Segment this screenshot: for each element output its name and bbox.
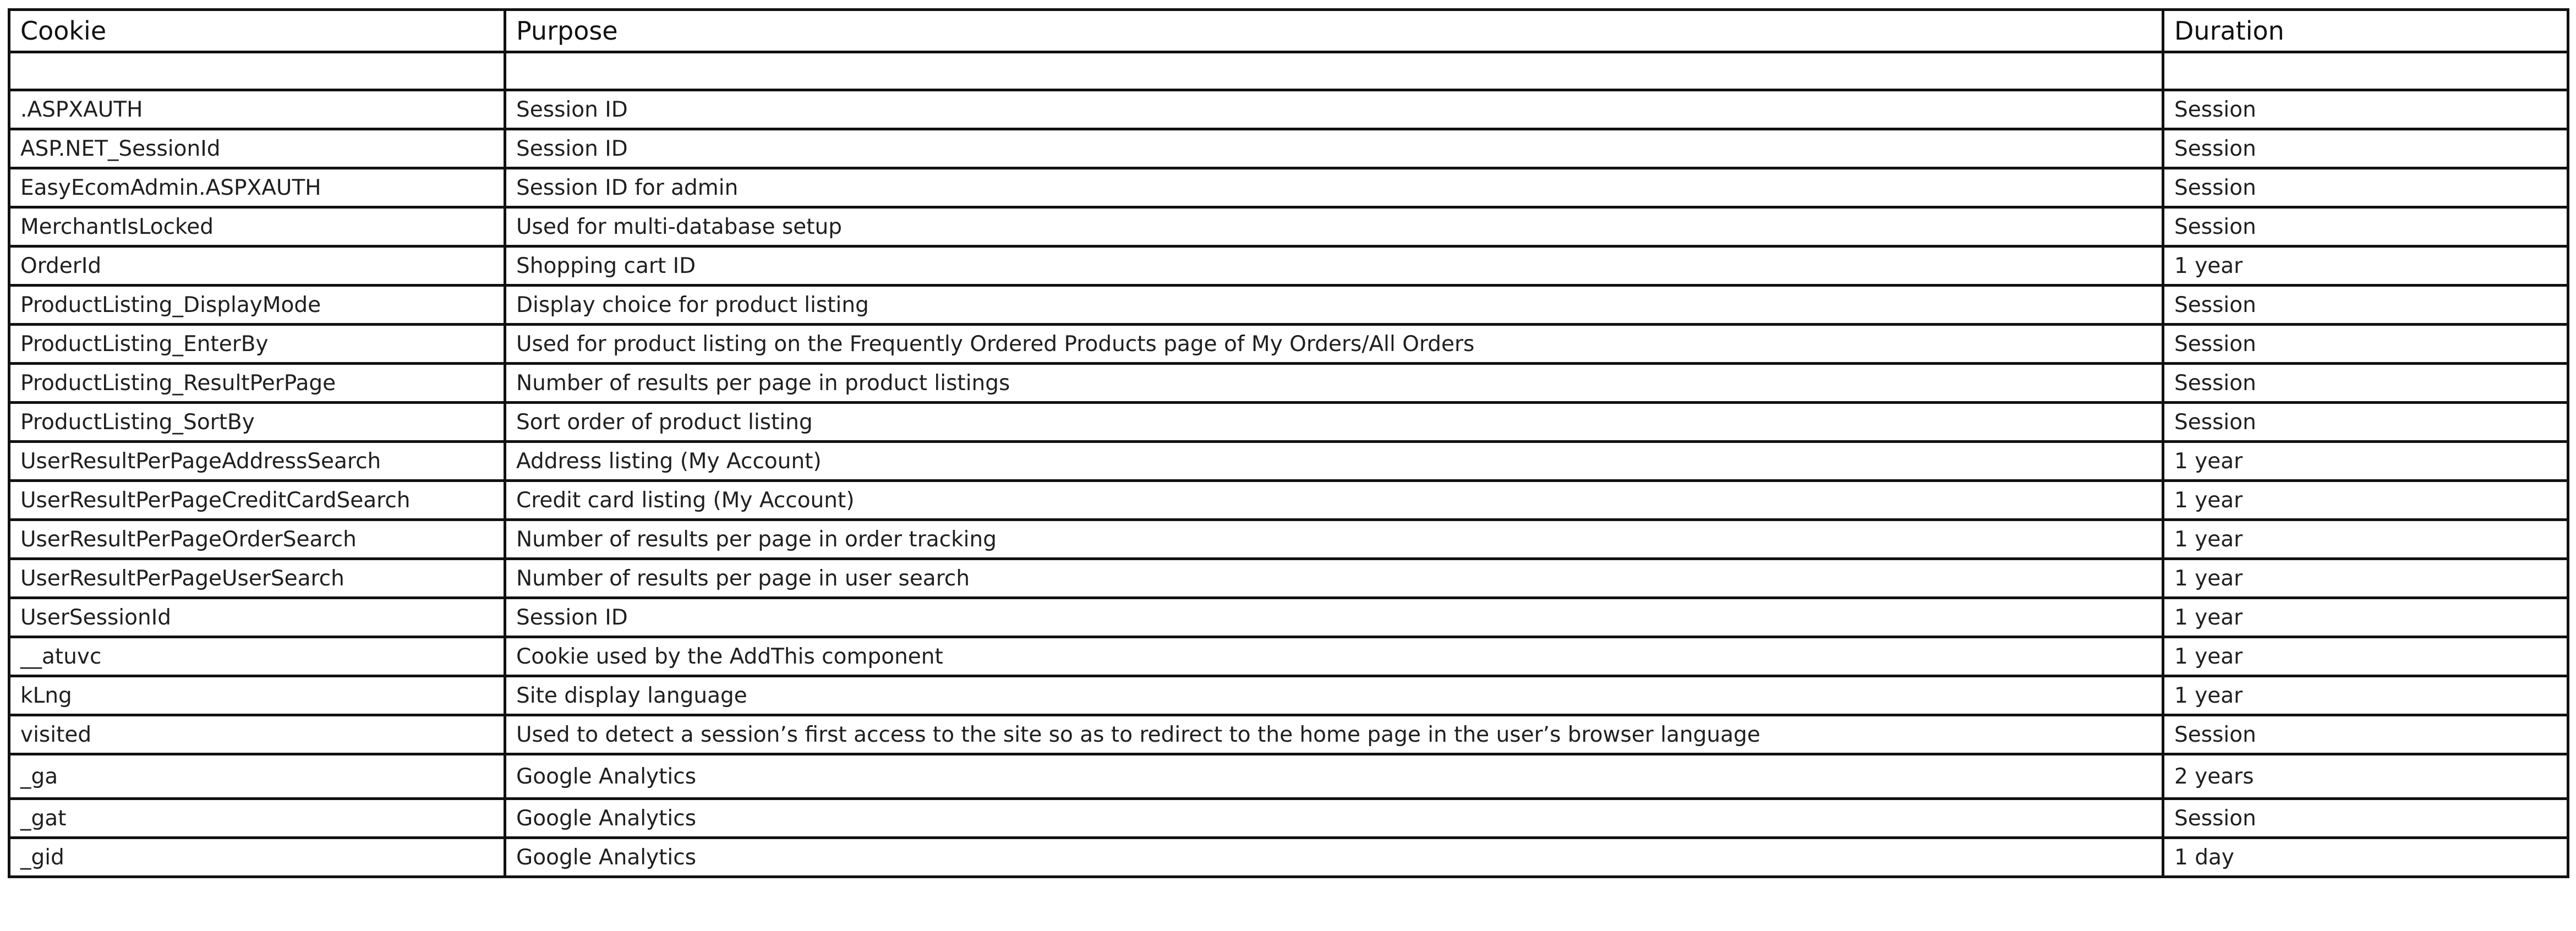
cookie-purpose-cell: Used to detect a session’s first access to the site so as to redirect to the home page in the user’s browser language: [505, 715, 2163, 754]
cookie-duration-cell: Session: [2163, 403, 2568, 442]
cookie-duration-cell: Session: [2163, 168, 2568, 207]
cookie-duration-cell: 1 year: [2163, 676, 2568, 715]
table-header-row: [9, 10, 2568, 52]
cookie-purpose-cell: Number of results per page in user search: [505, 559, 2163, 598]
cookie-name-cell: _gid: [9, 838, 505, 877]
blank-row: [9, 52, 2568, 90]
table-row: [9, 247, 2568, 286]
cookie-name-cell: UserResultPerPageCreditCardSearch: [9, 481, 505, 520]
cookie-name-cell: ProductListing_DisplayMode: [9, 286, 505, 325]
cookie-name-cell: ProductListing_EnterBy: [9, 325, 505, 364]
table-row: [9, 838, 2568, 877]
cookie-purpose-cell: Cookie used by the AddThis component: [505, 637, 2163, 676]
cookie-purpose-cell: Google Analytics: [505, 799, 2163, 838]
cookie-duration-cell: 1 year: [2163, 559, 2568, 598]
table-row: [9, 325, 2568, 364]
column-header-cookie: Cookie: [9, 10, 505, 52]
cookie-name-cell: UserResultPerPageAddressSearch: [9, 442, 505, 481]
cookie-duration-cell: Session: [2163, 325, 2568, 364]
cookie-duration-cell: 1 year: [2163, 598, 2568, 637]
table-row: [9, 598, 2568, 637]
cookie-name-cell: __atuvc: [9, 637, 505, 676]
cookie-purpose-cell: Session ID: [505, 129, 2163, 168]
cookie-duration-cell: 2 years: [2163, 754, 2568, 799]
table-row: [9, 442, 2568, 481]
cookie-name-cell: _gat: [9, 799, 505, 838]
cookie-name-cell: ProductListing_ResultPerPage: [9, 364, 505, 403]
table-row: [9, 715, 2568, 754]
cookie-name-cell: kLng: [9, 676, 505, 715]
table-row: [9, 799, 2568, 838]
cookie-purpose-cell: Credit card listing (My Account): [505, 481, 2163, 520]
cookie-name-cell: UserSessionId: [9, 598, 505, 637]
cookie-purpose-cell: Session ID for admin: [505, 168, 2163, 207]
cookie-duration-cell: 1 day: [2163, 838, 2568, 877]
cookie-duration-cell: Session: [2163, 286, 2568, 325]
cookie-name-cell: UserResultPerPageOrderSearch: [9, 520, 505, 559]
cookie-purpose-cell: Shopping cart ID: [505, 247, 2163, 286]
table-row: [9, 90, 2568, 129]
cookie-duration-cell: Session: [2163, 715, 2568, 754]
cookie-name-cell: MerchantIsLocked: [9, 207, 505, 247]
cookie-duration-cell: Session: [2163, 207, 2568, 247]
cookie-purpose-cell: Session ID: [505, 90, 2163, 129]
cookie-duration-cell: Session: [2163, 90, 2568, 129]
table-row: [9, 168, 2568, 207]
cookie-duration-cell: 1 year: [2163, 247, 2568, 286]
cookie-purpose-cell: Number of results per page in order tracking: [505, 520, 2163, 559]
table-row: [9, 754, 2568, 799]
cookie-duration-cell: Session: [2163, 364, 2568, 403]
cookie-duration-cell: 1 year: [2163, 481, 2568, 520]
cookie-name-cell: ProductListing_SortBy: [9, 403, 505, 442]
cookie-purpose-cell: Used for product listing on the Frequently Ordered Products page of My Orders/All Orders: [505, 325, 2163, 364]
cookie-name-cell: visited: [9, 715, 505, 754]
column-header-purpose: Purpose: [505, 10, 2163, 52]
table-row: [9, 676, 2568, 715]
cookie-purpose-cell: Number of results per page in product listings: [505, 364, 2163, 403]
table-row: [9, 364, 2568, 403]
cookie-purpose-cell: Sort order of product listing: [505, 403, 2163, 442]
table-row: [9, 207, 2568, 247]
cookie-purpose-cell: Address listing (My Account): [505, 442, 2163, 481]
table-row: [9, 559, 2568, 598]
table-row: [9, 403, 2568, 442]
cookie-name-cell: OrderId: [9, 247, 505, 286]
cookie-purpose-cell: Google Analytics: [505, 838, 2163, 877]
table-row: [9, 129, 2568, 168]
cookie-duration-cell: 1 year: [2163, 637, 2568, 676]
cookie-name-cell: _ga: [9, 754, 505, 799]
blank-cell: [2163, 52, 2568, 90]
cookie-name-cell: UserResultPerPageUserSearch: [9, 559, 505, 598]
table-row: [9, 481, 2568, 520]
cookie-duration-cell: Session: [2163, 799, 2568, 838]
cookie-name-cell: EasyEcomAdmin.ASPXAUTH: [9, 168, 505, 207]
cookie-purpose-cell: Google Analytics: [505, 754, 2163, 799]
cookie-name-cell: ASP.NET_SessionId: [9, 129, 505, 168]
column-header-duration: Duration: [2163, 10, 2568, 52]
cookie-purpose-cell: Used for multi-database setup: [505, 207, 2163, 247]
table-row: [9, 286, 2568, 325]
cookie-purpose-cell: Session ID: [505, 598, 2163, 637]
cookie-purpose-cell: Display choice for product listing: [505, 286, 2163, 325]
cookie-duration-cell: 1 year: [2163, 520, 2568, 559]
blank-cell: [9, 52, 505, 90]
cookie-duration-cell: Session: [2163, 129, 2568, 168]
cookie-table: [8, 8, 2569, 878]
blank-cell: [505, 52, 2163, 90]
cookie-duration-cell: 1 year: [2163, 442, 2568, 481]
table-row: [9, 637, 2568, 676]
table-row: [9, 520, 2568, 559]
cookie-purpose-cell: Site display language: [505, 676, 2163, 715]
cookie-name-cell: .ASPXAUTH: [9, 90, 505, 129]
